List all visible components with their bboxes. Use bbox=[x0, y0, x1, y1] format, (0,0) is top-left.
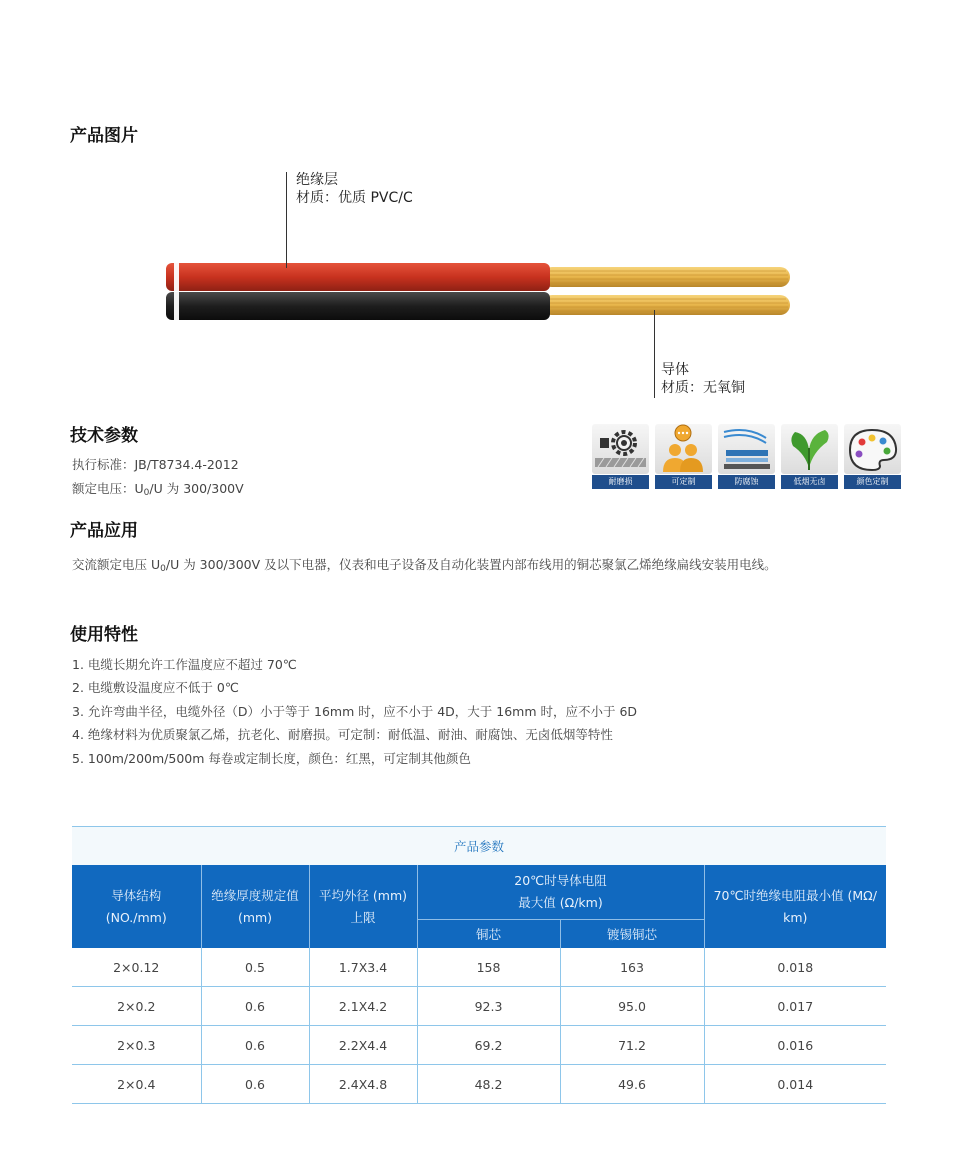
cell-insulation: 0.018 bbox=[704, 948, 886, 987]
cell-tinned: 49.6 bbox=[560, 1065, 704, 1104]
feature-list-item: 4. 绝缘材料为优质聚氯乙烯，抗老化、耐磨损。可定制：耐低温、耐油、耐腐蚀、无卤低烟等特性 bbox=[72, 727, 613, 742]
header-resistance: 20℃时导体电阻 最大值 (Ω/km) bbox=[417, 865, 704, 920]
cell-insulation: 0.017 bbox=[704, 987, 886, 1026]
feature-label: 防腐蚀 bbox=[718, 475, 775, 489]
header-insulation-resistance: 70℃时绝缘电阻最小值 (MΩ/ km) bbox=[704, 865, 886, 948]
cell-thickness: 0.6 bbox=[201, 1026, 309, 1065]
feature-list-item: 5. 100m/200m/500m 每卷或定制长度，颜色：红黑，可定制其他颜色 bbox=[72, 751, 471, 766]
table-row bbox=[72, 1065, 886, 1104]
cell-thickness: 0.6 bbox=[201, 987, 309, 1026]
feature-label: 可定制 bbox=[655, 475, 712, 489]
insulation-material: 材质：优质 PVC/C bbox=[296, 190, 413, 206]
palette-icon bbox=[844, 424, 901, 474]
feature-label: 颜色定制 bbox=[844, 475, 901, 489]
cell-copper: 48.2 bbox=[417, 1065, 560, 1104]
feature-list-item: 3. 允许弯曲半径，电缆外径（D）小于等于 16mm 时，应不小于 4D，大于 16mm 时，应不小于 6D bbox=[72, 704, 638, 719]
cell-diameter: 1.7X3.4 bbox=[309, 948, 417, 987]
cell-insulation: 0.014 bbox=[704, 1065, 886, 1104]
cell-diameter: 2.2X4.4 bbox=[309, 1026, 417, 1065]
cell-structure: 2×0.4 bbox=[72, 1065, 201, 1104]
cell-copper: 69.2 bbox=[417, 1026, 560, 1065]
cell-tinned: 71.2 bbox=[560, 1026, 704, 1065]
voltage-text: 额定电压：U0/U 为 300/300V bbox=[72, 481, 244, 498]
header-copper: 铜芯 bbox=[417, 920, 560, 949]
section-title-tech-params: 技术参数 bbox=[70, 426, 138, 446]
customer-service-icon bbox=[655, 424, 712, 474]
feature-abrasion bbox=[592, 424, 649, 489]
table-caption: 产品参数 bbox=[72, 827, 886, 866]
section-title-features: 使用特性 bbox=[70, 625, 138, 645]
conductor-title: 导体 bbox=[661, 362, 689, 378]
anti-corrosion-icon bbox=[718, 424, 775, 474]
table-row bbox=[72, 1026, 886, 1065]
conductor-leader-line bbox=[654, 310, 655, 398]
cell-diameter: 2.4X4.8 bbox=[309, 1065, 417, 1104]
header-structure: 导体结构 (NO./mm) bbox=[72, 865, 201, 948]
insulation-callout bbox=[296, 171, 413, 207]
feature-list-item: 2. 电缆敷设温度应不低于 0℃ bbox=[72, 680, 239, 695]
cell-structure: 2×0.12 bbox=[72, 948, 201, 987]
conductor-callout bbox=[661, 361, 745, 397]
header-diameter: 平均外径 (mm) 上限 bbox=[309, 865, 417, 948]
standard-text: 执行标准：JB/T8734.4-2012 bbox=[72, 457, 239, 472]
insulation-title: 绝缘层 bbox=[296, 172, 338, 188]
feature-custom bbox=[655, 424, 712, 489]
cell-diameter: 2.1X4.2 bbox=[309, 987, 417, 1026]
feature-corrosion bbox=[718, 424, 775, 489]
feature-list-item: 1. 电缆长期允许工作温度应不超过 70℃ bbox=[72, 657, 297, 672]
header-tinned-copper: 镀锡铜芯 bbox=[560, 920, 704, 949]
leaf-icon bbox=[781, 424, 838, 474]
feature-low-smoke bbox=[781, 424, 838, 489]
cell-structure: 2×0.2 bbox=[72, 987, 201, 1026]
cell-tinned: 163 bbox=[560, 948, 704, 987]
cell-thickness: 0.5 bbox=[201, 948, 309, 987]
table-row bbox=[72, 987, 886, 1026]
cell-structure: 2×0.3 bbox=[72, 1026, 201, 1065]
table-row bbox=[72, 948, 886, 987]
section-title-product-image: 产品图片 bbox=[70, 126, 138, 146]
cell-tinned: 95.0 bbox=[560, 987, 704, 1026]
cell-thickness: 0.6 bbox=[201, 1065, 309, 1104]
feature-color-custom bbox=[844, 424, 901, 489]
spec-table bbox=[72, 826, 886, 1104]
feature-label: 耐磨损 bbox=[592, 475, 649, 489]
section-title-application: 产品应用 bbox=[70, 521, 138, 541]
insulation-leader-line bbox=[286, 172, 287, 268]
feature-label: 低烟无卤 bbox=[781, 475, 838, 489]
cell-copper: 158 bbox=[417, 948, 560, 987]
cell-copper: 92.3 bbox=[417, 987, 560, 1026]
header-thickness: 绝缘厚度规定值 (mm) bbox=[201, 865, 309, 948]
gear-abrasion-icon bbox=[592, 424, 649, 474]
conductor-material: 材质：无氧铜 bbox=[661, 380, 745, 396]
application-text: 交流额定电压 U0/U 为 300/300V 及以下电器，仪表和电子设备及自动化装置内部布线用的铜芯聚氯乙烯绝缘扁线安装用电线。 bbox=[72, 557, 777, 574]
feature-icons bbox=[592, 424, 901, 489]
cell-insulation: 0.016 bbox=[704, 1026, 886, 1065]
